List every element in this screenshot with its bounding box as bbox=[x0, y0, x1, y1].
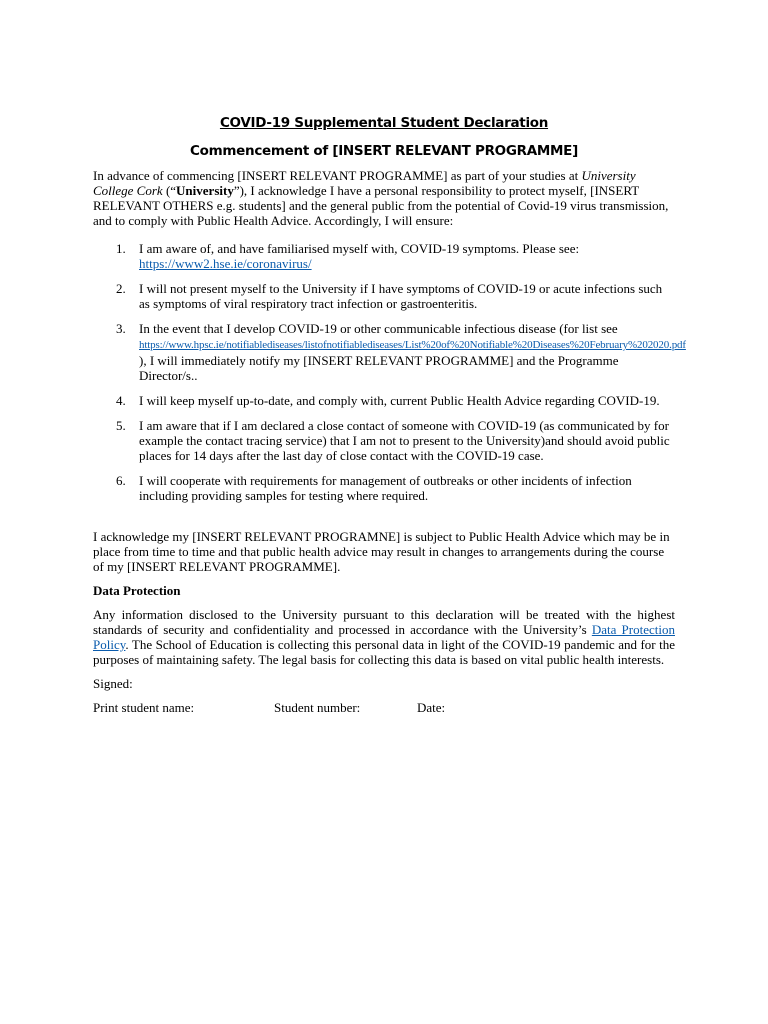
list-item-text: I am aware that if I am declared a close contact of someone with COVID-19 (as communicated by for example the contact tracing service) that I am not to present to the University)and should avoid public places for 14 days after the last day of close contact with the COVID-19 case. bbox=[139, 418, 670, 463]
acknowledgement-paragraph: I acknowledge my [INSERT RELEVANT PROGRAMNE] is subject to Public Health Advice which may be in place from time to time and that public health advice may result in changes to arrangements during the course of my [INSERT RELEVANT PROGRAMME]. bbox=[93, 529, 670, 574]
data-protection-paragraph bbox=[93, 607, 675, 667]
document-subtitle: Commencement of [INSERT RELEVANT PROGRAMME] bbox=[190, 143, 578, 159]
document-page bbox=[93, 113, 686, 715]
document-title: COVID-19 Supplemental Student Declaration bbox=[219, 115, 549, 131]
data-protection-policy-link[interactable]: Data Protection Policy bbox=[93, 622, 675, 652]
date-label: Date: bbox=[417, 700, 446, 715]
declaration-list bbox=[93, 241, 686, 503]
intro-paragraph bbox=[93, 168, 675, 228]
list-item-text: I am aware of, and have familiarised myself with, COVID-19 symptoms. Please see: bbox=[139, 241, 580, 256]
data-protection-text-2: . The School of Education is collecting this personal data in light of the COVID-19 pandemic and for the purposes of maintaining safety. The legal basis for collecting this data is based on vital public health interests. bbox=[93, 637, 675, 667]
list-item bbox=[93, 418, 675, 463]
signed-label: Signed: bbox=[93, 676, 133, 691]
list-item-text: I will not present myself to the University if I have symptoms of COVID-19 or acute infections such as symptoms of viral respiratory tract infection or gastroenteritis. bbox=[139, 281, 663, 311]
hpsc-notifiable-diseases-link[interactable]: https://www.hpsc.ie/notifiablediseases/listofnotifiablediseases/List%20of%20Notifiable%20Diseases%20February%202020.pdf bbox=[139, 339, 686, 351]
list-item bbox=[93, 281, 675, 311]
student-number-label: Student number: bbox=[274, 700, 361, 715]
list-item bbox=[93, 473, 675, 503]
list-item-number: 1. bbox=[116, 241, 126, 256]
intro-text-3: ”), I acknowledge I have a personal responsibility to protect myself, [INSERT RELEVANT OTHERS e.g. students] and the general public from the potential of Covid-19 virus transmission, and to comply with Public Health Advice. Accordingly, I will ensure: bbox=[93, 183, 669, 228]
list-item-number: 6. bbox=[116, 473, 126, 488]
data-protection-text-1: Any information disclosed to the University pursuant to this declaration will be treated with the highest standards of security and confidentiality and processed in accordance with the University’s bbox=[93, 607, 675, 637]
list-item-number: 2. bbox=[116, 281, 126, 296]
list-item bbox=[93, 321, 686, 383]
list-item-text: I will cooperate with requirements for management of outbreaks or other incidents of infection including providing samples for testing where required. bbox=[139, 473, 632, 503]
list-item bbox=[93, 393, 675, 408]
intro-text-2: (“ bbox=[162, 183, 177, 198]
university-name: University College Cork bbox=[93, 168, 636, 198]
university-short-name: University bbox=[176, 183, 234, 198]
list-item-text: In the event that I develop COVID-19 or other communicable infectious disease (for list see bbox=[139, 321, 618, 336]
list-item bbox=[93, 241, 675, 271]
list-item-text-after: ), I will immediately notify my [INSERT RELEVANT PROGRAMME] and the Programme Director/s.. bbox=[139, 353, 619, 383]
data-protection-heading: Data Protection bbox=[93, 583, 181, 598]
list-item-number: 4. bbox=[116, 393, 126, 408]
intro-text-1: In advance of commencing [INSERT RELEVANT PROGRAMME] as part of your studies at bbox=[93, 168, 582, 183]
list-item-number: 3. bbox=[116, 321, 126, 336]
hse-coronavirus-link[interactable]: https://www2.hse.ie/coronavirus/ bbox=[139, 256, 312, 271]
list-item-number: 5. bbox=[116, 418, 126, 433]
list-item-text: I will keep myself up-to-date, and comply with, current Public Health Advice regarding COVID-19. bbox=[139, 393, 660, 408]
student-name-label: Print student name: bbox=[93, 700, 195, 715]
signature-fields bbox=[93, 700, 675, 715]
